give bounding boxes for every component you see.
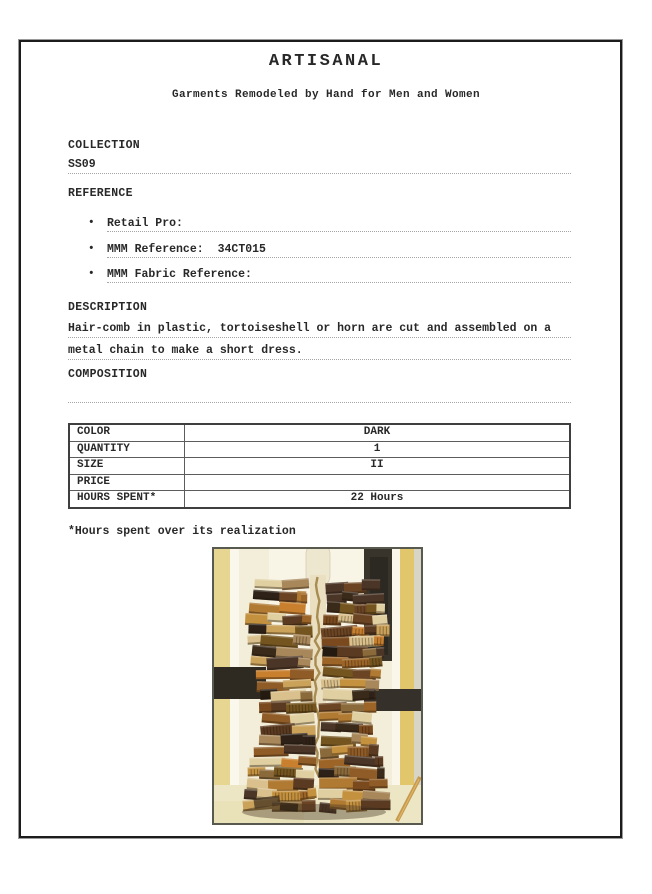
- description-line: Hair-comb in plastic, tortoiseshell or horn are cut and assembled on a: [68, 320, 571, 338]
- spec-row-size-label: SIZE: [70, 458, 185, 475]
- spec-row-color-value: DARK: [185, 425, 569, 442]
- reference-item-line: [107, 266, 571, 283]
- reference-item-value: 34CT015: [217, 243, 266, 256]
- composition-value: [68, 385, 571, 403]
- product-photo: [212, 547, 423, 825]
- collection-heading: COLLECTION: [68, 139, 141, 152]
- bullet-icon: •: [88, 243, 95, 255]
- reference-item-line: [107, 241, 571, 258]
- hours-footnote: *Hours spent over its realization: [68, 525, 296, 538]
- spec-row-quantity-value: 1: [185, 442, 569, 459]
- bullet-icon: •: [88, 268, 95, 280]
- hair-comb-dress-photo: [214, 549, 421, 823]
- spec-row-hours-value: 22 Hours: [350, 492, 404, 504]
- spec-row-hours-label: HOURS SPENT*: [70, 491, 185, 507]
- spec-table: [68, 423, 571, 509]
- bullet-icon: •: [88, 217, 95, 229]
- reference-item-label: MMM Reference:: [107, 243, 204, 256]
- composition-heading: COMPOSITION: [68, 368, 148, 381]
- spec-row-price-label: PRICE: [70, 475, 185, 492]
- reference-item-mmm-reference: [88, 241, 571, 258]
- document-subtitle: Garments Remodeled by Hand for Men and Women: [171, 89, 481, 101]
- description-heading: DESCRIPTION: [68, 301, 148, 314]
- spec-row-color-label: COLOR: [70, 425, 185, 442]
- spec-row-size-value: II: [185, 458, 569, 475]
- spec-row-price-value: [185, 475, 569, 492]
- reference-heading: REFERENCE: [68, 187, 133, 200]
- description-line: metal chain to make a short dress.: [68, 342, 571, 360]
- spec-row-quantity-label: QUANTITY: [70, 442, 185, 459]
- reference-item-line: [107, 215, 571, 232]
- collection-value: SS09: [68, 156, 571, 174]
- reference-item-retail-pro: [88, 215, 571, 232]
- reference-item-label: Retail Pro:: [107, 217, 183, 230]
- reference-item-mmm-fabric-reference: [88, 266, 571, 283]
- document-title: ARTISANAL: [268, 52, 384, 71]
- reference-item-label: MMM Fabric Reference:: [107, 268, 252, 281]
